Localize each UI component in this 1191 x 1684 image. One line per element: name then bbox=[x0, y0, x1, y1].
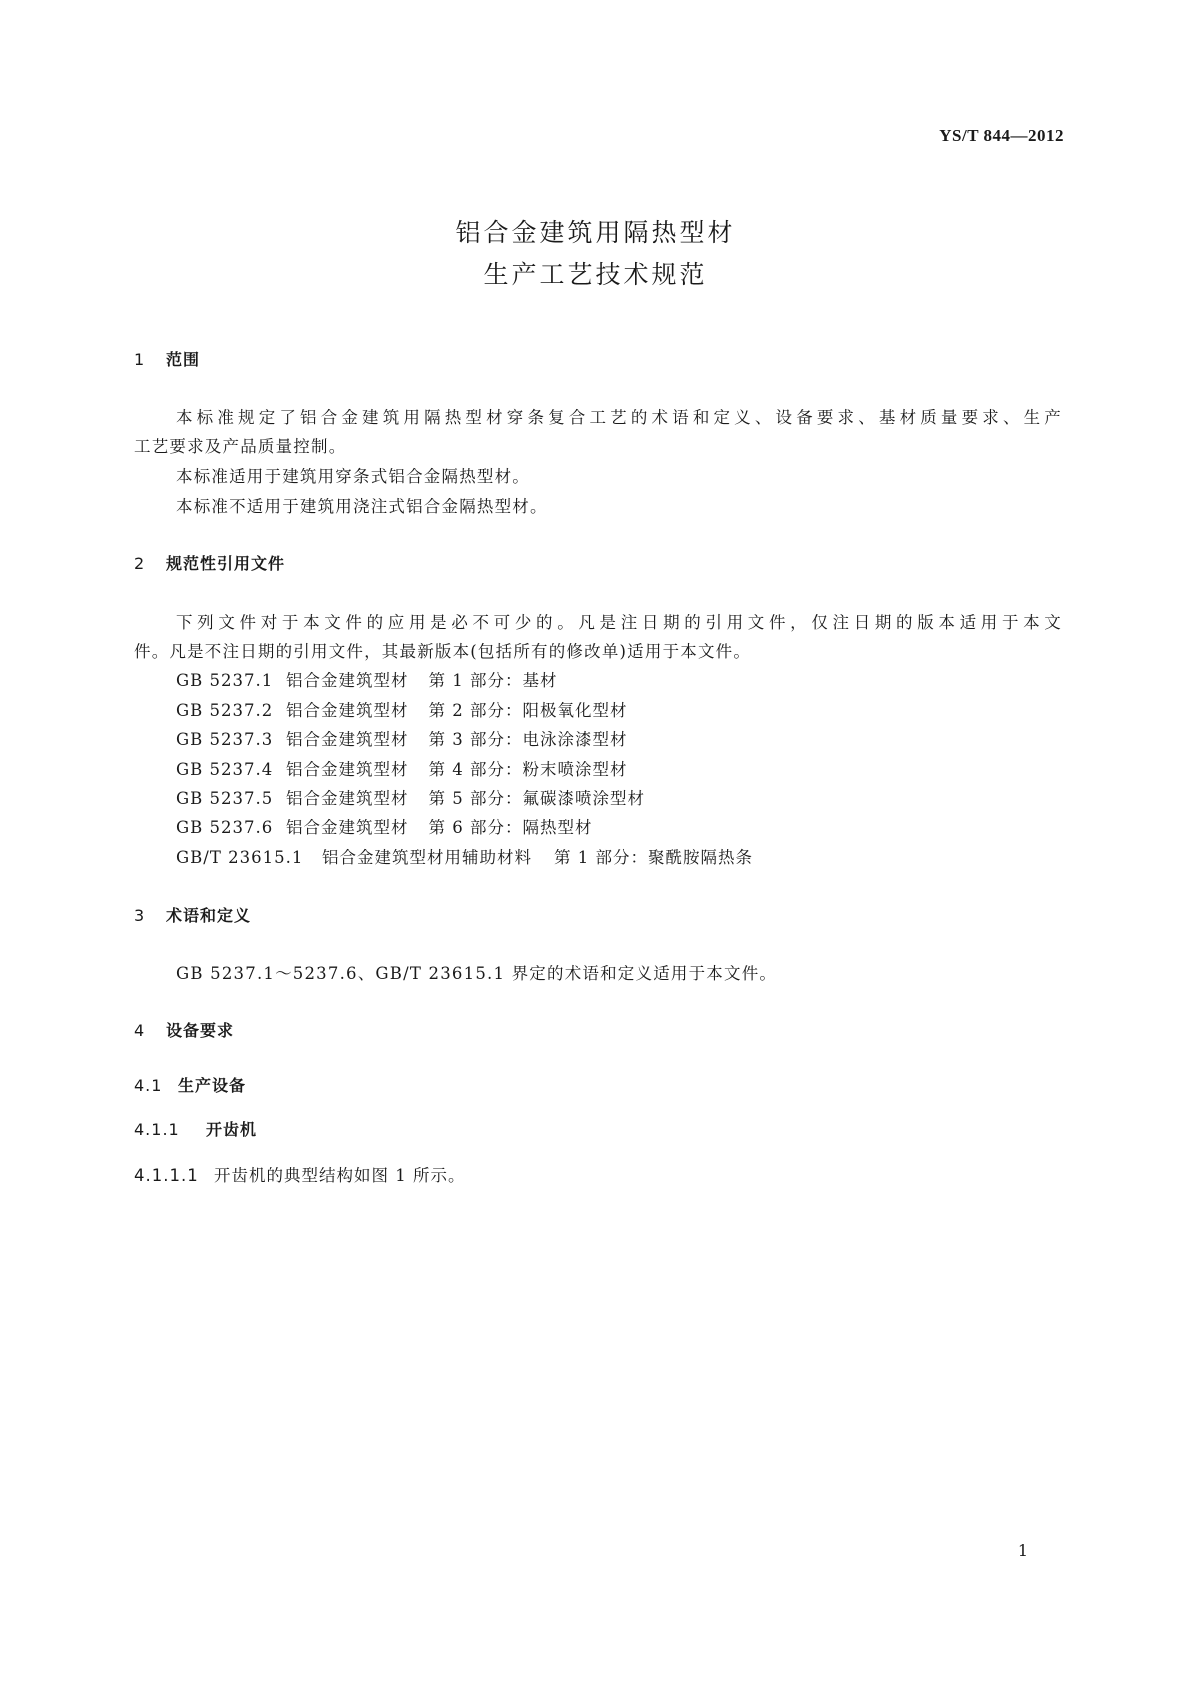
reference-name: 铝合金建筑型材 bbox=[286, 671, 409, 690]
document-number: YS/T 844—2012 bbox=[939, 126, 1064, 145]
reference-part: 第 1 部分：聚酰胺隔热条 bbox=[554, 848, 753, 867]
reference-part: 第 4 部分：粉末喷涂型材 bbox=[428, 760, 628, 779]
section-title: 开齿机 bbox=[206, 1120, 258, 1139]
reference-name: 铝合金建筑型材 bbox=[286, 730, 409, 749]
reference-name: 铝合金建筑型材 bbox=[286, 760, 409, 779]
clause-4-1-1-1 bbox=[134, 1162, 466, 1186]
section-title: 生产设备 bbox=[178, 1076, 247, 1095]
section-4-heading bbox=[134, 1018, 234, 1041]
section-1-heading bbox=[134, 347, 200, 370]
reference-part: 第 5 部分：氟碳漆喷涂型材 bbox=[428, 789, 645, 808]
section-number: 2 bbox=[134, 554, 146, 573]
reference-name: 铝合金建筑型材 bbox=[286, 818, 409, 837]
paragraph: 本标准适用于建筑用穿条式铝合金隔热型材。 bbox=[176, 467, 530, 486]
section-number: 4.1.1 bbox=[134, 1120, 180, 1139]
section-number: 3 bbox=[134, 906, 146, 925]
paragraph: GB 5237.1～5237.6、GB/T 23615.1 界定的术语和定义适用于本文件。 bbox=[176, 964, 778, 983]
section-title: 设备要求 bbox=[166, 1021, 235, 1040]
clause-text: 开齿机的典型结构如图 1 所示。 bbox=[214, 1166, 466, 1185]
section-title: 规范性引用文件 bbox=[166, 554, 286, 573]
section-number: 4.1 bbox=[134, 1076, 163, 1095]
reference-part: 第 3 部分：电泳涂漆型材 bbox=[428, 730, 628, 749]
reference-code: GB 5237.5 bbox=[176, 789, 274, 808]
reference-item bbox=[176, 667, 558, 691]
section-number: 1 bbox=[134, 350, 146, 369]
section-title: 术语和定义 bbox=[166, 906, 252, 925]
section-title: 范围 bbox=[166, 350, 201, 369]
paragraph: 下列文件对于本文件的应用是必不可少的。凡是注日期的引用文件，仅注日期的版本适用于本文 bbox=[176, 613, 1062, 632]
reference-item bbox=[176, 726, 628, 750]
reference-code: GB/T 23615.1 bbox=[176, 848, 304, 867]
clause-number: 4.1.1.1 bbox=[134, 1166, 199, 1185]
reference-item bbox=[176, 697, 628, 721]
reference-item bbox=[176, 785, 645, 809]
reference-item bbox=[176, 844, 753, 868]
subsection-4-1-heading bbox=[134, 1073, 246, 1096]
reference-code: GB 5237.6 bbox=[176, 818, 274, 837]
title-line-2: 生产工艺技术规范 bbox=[483, 260, 708, 289]
title-line-1: 铝合金建筑用隔热型材 bbox=[455, 218, 736, 247]
section-2-heading bbox=[134, 551, 285, 574]
subsection-4-1-1-heading bbox=[134, 1117, 257, 1140]
reference-code: GB 5237.2 bbox=[176, 701, 274, 720]
reference-part: 第 2 部分：阳极氧化型材 bbox=[428, 701, 628, 720]
reference-code: GB 5237.4 bbox=[176, 760, 274, 779]
reference-name: 铝合金建筑型材 bbox=[286, 789, 409, 808]
reference-item bbox=[176, 814, 593, 838]
reference-part: 第 1 部分：基材 bbox=[428, 671, 558, 690]
page-number: 1 bbox=[1017, 1541, 1028, 1560]
reference-name: 铝合金建筑型材 bbox=[286, 701, 409, 720]
reference-name: 铝合金建筑型材用辅助材料 bbox=[322, 848, 532, 867]
paragraph: 本标准不适用于建筑用浇注式铝合金隔热型材。 bbox=[176, 497, 548, 516]
section-number: 4 bbox=[134, 1021, 146, 1040]
paragraph-continued: 件。凡是不注日期的引用文件，其最新版本(包括所有的修改单)适用于本文件。 bbox=[134, 642, 752, 661]
paragraph-continued: 工艺要求及产品质量控制。 bbox=[134, 437, 347, 456]
reference-item bbox=[176, 756, 628, 780]
paragraph: 本标准规定了铝合金建筑用隔热型材穿条复合工艺的术语和定义、设备要求、基材质量要求、生产 bbox=[176, 408, 1062, 427]
reference-code: GB 5237.1 bbox=[176, 671, 274, 690]
reference-code: GB 5237.3 bbox=[176, 730, 274, 749]
reference-part: 第 6 部分：隔热型材 bbox=[428, 818, 593, 837]
section-3-heading bbox=[134, 903, 251, 926]
